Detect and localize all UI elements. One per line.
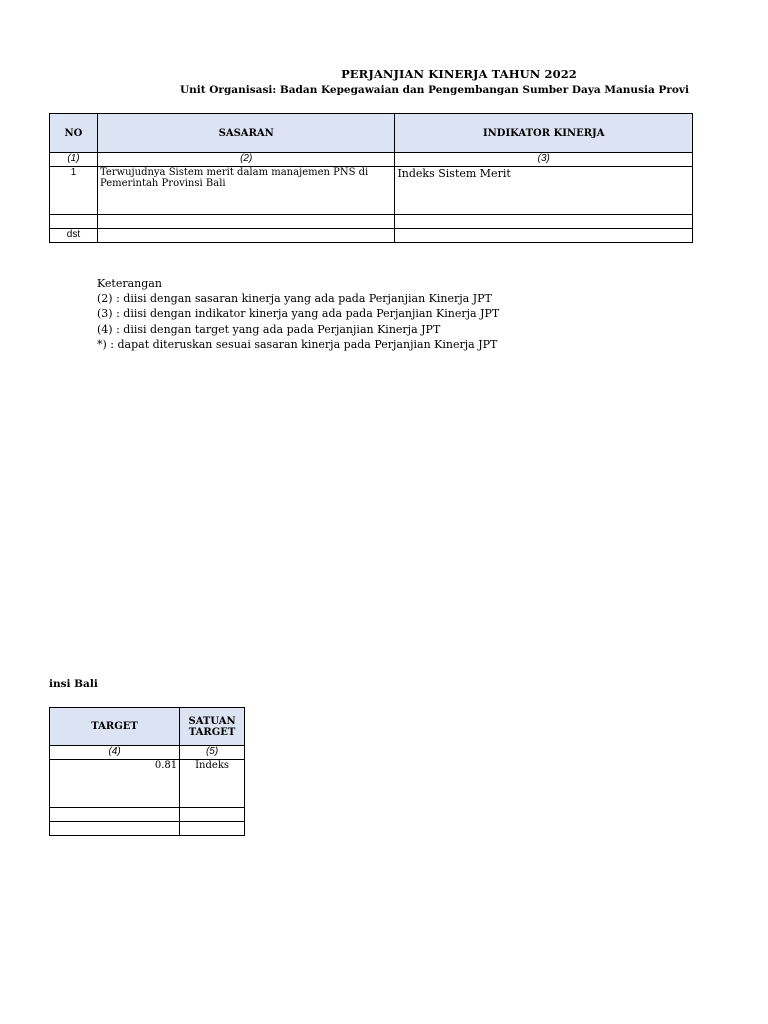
header-satuan-target: SATUAN TARGET xyxy=(180,708,245,746)
empty-cell xyxy=(180,822,245,836)
row1-no: 1 xyxy=(50,167,98,215)
empty-cell xyxy=(97,215,395,229)
header-no: NO xyxy=(50,114,98,153)
empty-cell xyxy=(50,808,180,822)
organization-unit: Unit Organisasi: Badan Kepegawaian dan Pengembangan Sumber Daya Manusia Provi xyxy=(180,84,689,96)
row1-indikator: Indeks Sistem Merit xyxy=(395,167,693,215)
document-title: PERJANJIAN KINERJA TAHUN 2022 xyxy=(341,67,577,81)
empty-cell xyxy=(395,229,693,243)
notes-heading: Keterangan xyxy=(97,277,162,290)
target-table xyxy=(49,707,245,836)
organization-unit-continued: insi Bali xyxy=(49,678,98,690)
empty-cell xyxy=(50,822,180,836)
col-number-5: (5) xyxy=(180,746,245,760)
note-line: (4) : diisi dengan target yang ada pada Perjanjian Kinerja JPT xyxy=(97,322,441,336)
empty-cell xyxy=(50,215,98,229)
notes-section xyxy=(97,276,499,352)
row1-sasaran: Terwujudnya Sistem merit dalam manajemen PNS di Pemerintah Provinsi Bali xyxy=(97,167,395,215)
note-line: *) : dapat diteruskan sesuai sasaran kinerja pada Perjanjian Kinerja JPT xyxy=(97,337,498,351)
row1-satuan: Indeks xyxy=(180,760,245,808)
header-sasaran: SASARAN xyxy=(97,114,395,153)
header-indikator: INDIKATOR KINERJA xyxy=(395,114,693,153)
dst-label: dst xyxy=(50,229,98,243)
empty-cell xyxy=(395,215,693,229)
performance-agreement-table xyxy=(49,113,693,243)
row1-target: 0.81 xyxy=(50,760,180,808)
col-number-4: (4) xyxy=(50,746,180,760)
note-line: (3) : diisi dengan indikator kinerja yang ada pada Perjanjian Kinerja JPT xyxy=(97,307,500,321)
header-target: TARGET xyxy=(50,708,180,746)
note-line: (2) : diisi dengan sasaran kinerja yang ada pada Perjanjian Kinerja JPT xyxy=(97,292,492,306)
col-number-3: (3) xyxy=(395,153,693,167)
col-number-2: (2) xyxy=(97,153,395,167)
empty-cell xyxy=(180,808,245,822)
empty-cell xyxy=(97,229,395,243)
col-number-1: (1) xyxy=(50,153,98,167)
